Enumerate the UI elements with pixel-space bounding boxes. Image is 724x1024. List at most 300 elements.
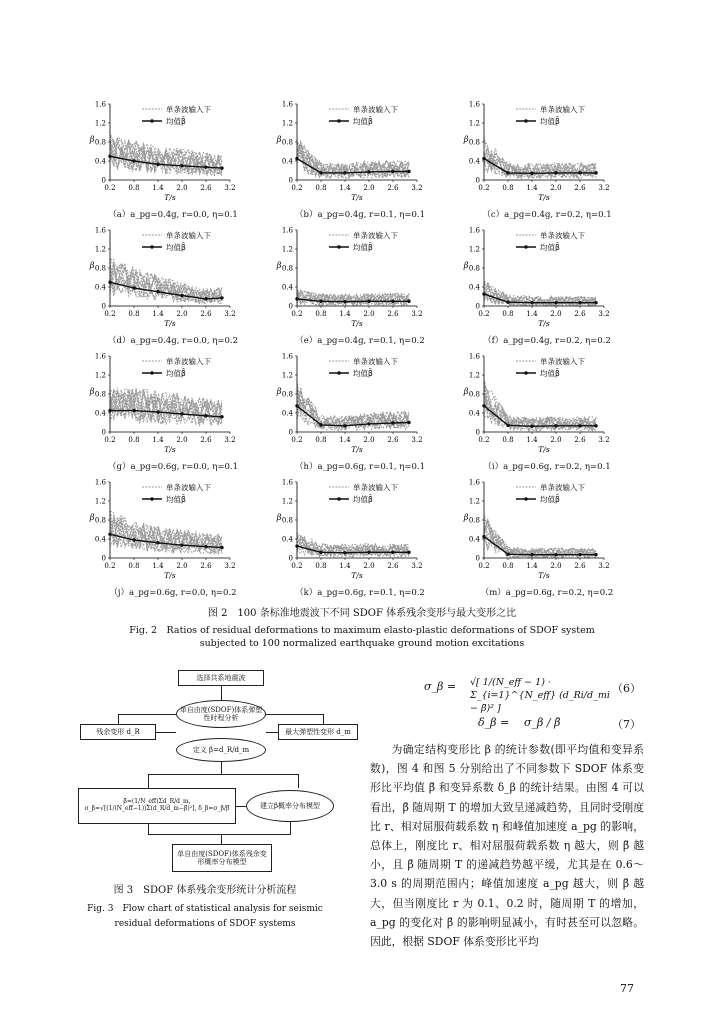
mean-point	[554, 553, 557, 556]
legend-single-label: 单条波输入下	[166, 231, 211, 240]
y-tick-label: 0.4	[94, 283, 106, 292]
x-tick-label: 1.4	[339, 562, 351, 570]
mean-point	[343, 300, 346, 303]
mean-point	[180, 412, 183, 415]
mean-point	[220, 296, 223, 299]
x-tick-label: 2.0	[550, 310, 562, 318]
x-tick-label: 2.6	[387, 184, 399, 192]
y-tick-label: 1.2	[468, 119, 480, 128]
x-tick-label: 0.8	[315, 310, 327, 318]
panel-caption: （d）a_pg=0.4g, r=0.0, η=0.2	[108, 336, 238, 346]
y-tick-label: 0	[288, 302, 293, 311]
mean-point	[578, 171, 581, 174]
panel-caption: （a）a_pg=0.4g, r=0.0, η=0.1	[108, 210, 238, 220]
panel-caption: （i）a_pg=0.6g, r=0.2, η=0.1	[483, 462, 611, 472]
x-tick-label: 1.4	[526, 310, 538, 318]
y-tick-label: 0.4	[468, 409, 480, 418]
mean-point	[132, 409, 135, 412]
mean-point	[156, 410, 159, 413]
legend-mean-label: 均值β̄	[166, 369, 186, 378]
y-tick-label: 0	[475, 302, 480, 311]
chart-svg-m	[454, 474, 640, 586]
y-tick-label: 0.8	[281, 264, 293, 273]
x-tick-label: 0.8	[315, 184, 327, 192]
legend-single-label: 单条波输入下	[353, 483, 398, 492]
x-tick-label: 1.4	[339, 436, 351, 444]
y-tick-label: 1.6	[468, 226, 480, 235]
y-tick-label: 0.4	[94, 409, 106, 418]
x-axis-label: T/s	[351, 445, 363, 454]
x-tick-label: 0.2	[104, 310, 116, 318]
legend-mean-label: 均值β̄	[166, 495, 186, 504]
x-tick-label: 2.6	[574, 562, 586, 570]
y-tick-label: 0	[288, 554, 293, 563]
panel-caption: （h）a_pg=0.6g, r=0.1, η=0.1	[295, 462, 425, 472]
y-tick-label: 1.6	[281, 226, 293, 235]
y-tick-label: 1.6	[468, 478, 480, 487]
flow-step-define-beta: 定义 β=d_R/d_m	[176, 738, 266, 762]
chart-panel-m	[454, 474, 640, 600]
x-tick-label: 1.4	[526, 562, 538, 570]
y-tick-label: 0.4	[281, 409, 293, 418]
y-tick-label: 1.6	[94, 226, 106, 235]
mean-point	[204, 414, 207, 417]
mean-point	[295, 157, 298, 160]
y-tick-label: 0	[101, 176, 106, 185]
chart-panel-j	[80, 474, 266, 600]
x-tick-label: 3.2	[224, 562, 236, 570]
x-tick-label: 2.6	[200, 562, 212, 570]
equation-6-rhs: √[ 1/(N_eff − 1) · Σ_{i=1}^{N_eff} (d_Ri/d_mi − β̄)² ]	[470, 677, 610, 714]
y-tick-label: 1.2	[94, 245, 106, 254]
mean-point	[108, 409, 111, 412]
x-tick-label: 2.6	[387, 436, 399, 444]
flow-step-final-model: 单自由度(SDOF)体系残余变形概率分布模型	[172, 844, 272, 872]
mean-point	[367, 422, 370, 425]
y-axis-label: β	[463, 261, 469, 270]
x-tick-label: 2.0	[550, 436, 562, 444]
y-tick-label: 0.4	[94, 535, 106, 544]
mean-point	[391, 170, 394, 173]
y-tick-label: 0.8	[94, 390, 106, 399]
x-axis-label: T/s	[164, 319, 176, 328]
flow-arrow	[221, 834, 222, 844]
x-tick-label: 2.6	[200, 436, 212, 444]
mean-point	[180, 164, 183, 167]
mean-point	[204, 297, 207, 300]
x-tick-label: 2.6	[200, 310, 212, 318]
chart-svg-f	[454, 222, 640, 334]
y-axis-label: β	[463, 387, 469, 396]
mean-point	[319, 300, 322, 303]
flow-arrow	[118, 714, 119, 724]
mean-point	[530, 553, 533, 556]
y-tick-label: 1.6	[468, 352, 480, 361]
x-tick-label: 2.6	[574, 184, 586, 192]
chart-svg-g	[80, 348, 266, 460]
mean-point	[319, 551, 322, 554]
mean-point	[220, 546, 223, 549]
x-tick-label: 0.2	[104, 436, 116, 444]
mean-point	[554, 171, 557, 174]
chart-svg-e	[267, 222, 453, 334]
legend-mean-marker	[150, 497, 153, 500]
legend-mean-label: 均值β̄	[540, 495, 560, 504]
x-tick-label: 2.0	[176, 310, 188, 318]
x-tick-label: 0.2	[104, 184, 116, 192]
chart-svg-a	[80, 96, 266, 208]
legend-mean-label: 均值β̄	[166, 243, 186, 252]
mean-point	[108, 155, 111, 158]
legend-mean-marker	[337, 119, 340, 122]
mean-point	[506, 301, 509, 304]
x-tick-label: 2.0	[176, 562, 188, 570]
mean-point	[482, 404, 485, 407]
mean-point	[180, 294, 183, 297]
mean-point	[156, 163, 159, 166]
x-tick-label: 1.4	[152, 184, 164, 192]
x-tick-label: 0.2	[478, 310, 490, 318]
mean-point	[367, 300, 370, 303]
flow-arrow	[236, 806, 246, 807]
x-tick-label: 1.4	[152, 562, 164, 570]
x-axis-label: T/s	[538, 571, 550, 580]
y-axis-label: β	[89, 387, 95, 396]
mean-point	[594, 171, 597, 174]
legend-mean-marker	[524, 371, 527, 374]
mean-point	[319, 171, 322, 174]
panel-caption: （f）a_pg=0.4g, r=0.2, η=0.2	[483, 336, 611, 346]
mean-point	[367, 170, 370, 173]
x-axis-label: T/s	[538, 445, 550, 454]
y-tick-label: 1.2	[281, 371, 293, 380]
mean-point	[108, 281, 111, 284]
y-tick-label: 0	[101, 302, 106, 311]
y-tick-label: 1.2	[94, 371, 106, 380]
legend-mean-marker	[337, 497, 340, 500]
x-axis-label: T/s	[538, 319, 550, 328]
x-tick-label: 3.2	[598, 184, 610, 192]
x-tick-label: 2.0	[176, 184, 188, 192]
x-tick-label: 1.4	[526, 184, 538, 192]
y-axis-label: β	[276, 513, 282, 522]
legend-mean-label: 均值β̄	[353, 243, 373, 252]
legend-mean-label: 均值β̄	[540, 243, 560, 252]
mean-point	[506, 553, 509, 556]
mean-point	[132, 159, 135, 162]
flow-step-residual: 残余变形 d_R	[80, 724, 156, 740]
flow-arrow	[221, 762, 222, 774]
mean-point	[367, 551, 370, 554]
x-tick-label: 2.0	[550, 184, 562, 192]
flowchart	[78, 668, 351, 878]
legend-single-label: 单条波输入下	[540, 231, 585, 240]
panel-caption: （j）a_pg=0.6g, r=0.0, η=0.2	[109, 588, 237, 598]
chart-panel-c	[454, 96, 640, 222]
x-tick-label: 2.6	[387, 562, 399, 570]
body-paragraph: 为确定结构变形比 β 的统计参数(即平均值和变异系数)，图 4 和图 5 分别给出了不同参数下 SDOF 体系变形比平均值 β̄ 和变异系数 δ_β 的统计结果。由图 4 可以看出，β̄ 随周期 T 的增加大致呈递减趋势，且同时受刚度比 r、相对屈服荷载系数 η 和峰值加速度 a_pg 的影响，总体上，刚度比 r、相对屈服荷载系数 η 越大，则 β̄ 越小，且 β̄ 随周期 T 的递减趋势越平缓，尤其是在 0.6～3.0 s 的周期范围内；峰值加速度 a_pg 越大，则 β̄ 越大，但当刚度比 r 为 0.1、0.2 时，随周期 T 的增加，a_pg 的变化对 β̄ 的影响明显减小，有时甚至可以忽略。因此，根据 SDOF 体系变形比平均	[370, 743, 644, 949]
y-tick-label: 1.6	[94, 478, 106, 487]
legend-mean-label: 均值β̄	[353, 117, 373, 126]
y-tick-label: 0.8	[94, 138, 106, 147]
x-tick-label: 0.2	[478, 562, 490, 570]
chart-panel-e	[267, 222, 453, 348]
chart-svg-c	[454, 96, 640, 208]
y-tick-label: 0.4	[281, 283, 293, 292]
x-tick-label: 0.8	[502, 184, 514, 192]
x-tick-label: 1.4	[339, 184, 351, 192]
y-tick-label: 0	[475, 428, 480, 437]
mean-point	[554, 301, 557, 304]
y-axis-label: β	[276, 135, 282, 144]
mean-point	[506, 424, 509, 427]
figure-3-caption-cn: 图 3 SDOF 体系残余变形统计分析流程	[113, 885, 297, 896]
chart-panel-h	[267, 348, 453, 474]
chart-panel-f	[454, 222, 640, 348]
mean-point	[156, 541, 159, 544]
x-tick-label: 0.8	[502, 436, 514, 444]
x-axis-label: T/s	[538, 193, 550, 202]
mean-point	[220, 415, 223, 418]
equation-7-lhs: δ_β =	[478, 716, 510, 729]
legend-single-label: 单条波输入下	[540, 357, 585, 366]
flow-arrow	[221, 686, 222, 700]
y-tick-label: 1.2	[281, 245, 293, 254]
legend-mean-marker	[150, 119, 153, 122]
x-tick-label: 0.2	[291, 436, 303, 444]
mean-point	[204, 165, 207, 168]
y-tick-label: 0	[475, 176, 480, 185]
x-tick-label: 0.2	[291, 184, 303, 192]
equation-6-lhs: σ_β =	[424, 680, 457, 693]
y-tick-label: 0	[475, 554, 480, 563]
y-tick-label: 0	[288, 428, 293, 437]
x-tick-label: 2.0	[550, 562, 562, 570]
flow-step-max-deformation: 最大弹塑性变形 d_m	[278, 724, 358, 740]
panel-caption: （k）a_pg=0.6g, r=0.1, η=0.2	[295, 588, 425, 598]
x-tick-label: 0.8	[128, 562, 140, 570]
y-axis-label: β	[276, 387, 282, 396]
y-tick-label: 1.6	[468, 100, 480, 109]
x-tick-label: 0.2	[478, 436, 490, 444]
mean-point	[407, 170, 410, 173]
x-axis-label: T/s	[164, 445, 176, 454]
legend-mean-marker	[150, 371, 153, 374]
y-axis-label: β	[89, 261, 95, 270]
panel-caption: （e）a_pg=0.4g, r=0.1, η=0.2	[295, 336, 425, 346]
chart-svg-h	[267, 348, 453, 460]
figure-2-caption-en-1: Fig. 2 Ratios of residual deformations to maximum elasto-plastic deformations of SDOF system	[129, 625, 595, 636]
legend-mean-marker	[337, 371, 340, 374]
panel-caption: （b）a_pg=0.4g, r=0.1, η=0.1	[295, 210, 425, 220]
x-axis-label: T/s	[351, 571, 363, 580]
y-tick-label: 0.8	[468, 516, 480, 525]
mean-point	[578, 553, 581, 556]
legend-single-label: 单条波输入下	[353, 105, 398, 114]
mean-point	[295, 297, 298, 300]
page-number: 77	[620, 982, 634, 995]
legend-single-label: 单条波输入下	[166, 483, 211, 492]
y-tick-label: 1.2	[468, 497, 480, 506]
x-tick-label: 0.2	[478, 184, 490, 192]
mean-point	[530, 301, 533, 304]
x-tick-label: 1.4	[526, 436, 538, 444]
y-tick-label: 0.4	[281, 157, 293, 166]
y-tick-label: 0.4	[468, 535, 480, 544]
x-tick-label: 0.2	[291, 562, 303, 570]
x-tick-label: 3.2	[411, 184, 423, 192]
flow-arrow	[148, 774, 149, 788]
flow-arrow	[266, 732, 278, 733]
x-tick-label: 0.2	[291, 310, 303, 318]
y-tick-label: 1.2	[281, 119, 293, 128]
x-tick-label: 0.8	[128, 436, 140, 444]
x-tick-label: 0.8	[502, 310, 514, 318]
equation-6-number: （6）	[612, 682, 641, 695]
x-tick-label: 3.2	[411, 310, 423, 318]
y-tick-label: 0.8	[468, 390, 480, 399]
flow-step-probability-model: 建立β概率分布模型	[246, 790, 334, 822]
mean-point	[482, 535, 485, 538]
panel-caption: （c）a_pg=0.4g, r=0.2, η=0.1	[482, 210, 612, 220]
x-tick-label: 3.2	[598, 436, 610, 444]
flow-arrow	[148, 774, 298, 775]
mean-point	[295, 404, 298, 407]
mean-point	[407, 551, 410, 554]
y-tick-label: 0	[288, 176, 293, 185]
x-axis-label: T/s	[351, 193, 363, 202]
y-tick-label: 0.8	[94, 516, 106, 525]
mean-point	[482, 292, 485, 295]
mean-point	[343, 551, 346, 554]
chart-panel-i	[454, 348, 640, 474]
chart-svg-b	[267, 96, 453, 208]
y-tick-label: 0.8	[468, 264, 480, 273]
legend-mean-marker	[524, 497, 527, 500]
x-axis-label: T/s	[164, 571, 176, 580]
y-tick-label: 0.8	[468, 138, 480, 147]
mean-point	[343, 171, 346, 174]
flow-arrow	[118, 714, 176, 715]
x-axis-label: T/s	[164, 193, 176, 202]
figure-2-caption-cn: 图 2 100 条标准地震波下不同 SDOF 体系残余变形与最大变形之比	[207, 608, 517, 619]
y-tick-label: 1.6	[281, 352, 293, 361]
mean-point	[220, 166, 223, 169]
y-tick-label: 1.2	[281, 497, 293, 506]
panel-caption: （m）a_pg=0.6g, r=0.2, η=0.2	[480, 588, 614, 598]
mean-point	[594, 301, 597, 304]
x-tick-label: 2.0	[363, 310, 375, 318]
y-tick-label: 1.6	[281, 100, 293, 109]
x-tick-label: 2.6	[387, 310, 399, 318]
mean-point	[407, 300, 410, 303]
legend-mean-marker	[150, 245, 153, 248]
chart-svg-d	[80, 222, 266, 334]
x-tick-label: 0.2	[104, 562, 116, 570]
y-tick-label: 0.8	[94, 264, 106, 273]
x-axis-label: T/s	[351, 319, 363, 328]
mean-point	[594, 424, 597, 427]
legend-mean-marker	[524, 245, 527, 248]
x-tick-label: 0.8	[315, 562, 327, 570]
x-tick-label: 0.8	[315, 436, 327, 444]
legend-mean-label: 均值β̄	[166, 117, 186, 126]
x-tick-label: 2.6	[574, 436, 586, 444]
y-tick-label: 1.2	[468, 371, 480, 380]
legend-single-label: 单条波输入下	[540, 483, 585, 492]
mean-point	[594, 553, 597, 556]
chart-panel-d	[80, 222, 266, 348]
y-axis-label: β	[89, 513, 95, 522]
y-tick-label: 1.2	[94, 497, 106, 506]
x-tick-label: 1.4	[152, 436, 164, 444]
x-tick-label: 2.0	[363, 562, 375, 570]
chart-panel-k	[267, 474, 453, 600]
x-tick-label: 1.4	[339, 310, 351, 318]
flow-arrow	[156, 732, 176, 733]
x-tick-label: 1.4	[152, 310, 164, 318]
flow-step-statistics-formula: β̄=(1/N_eff)Σd_R/d_m, σ_β=√[(1/(N_eff−1))Σ(d_R/d_m−β̄)²], δ_β=σ_β/β̄	[78, 788, 236, 824]
chart-panel-a	[80, 96, 266, 222]
mean-point	[180, 543, 183, 546]
x-tick-label: 3.2	[224, 184, 236, 192]
x-tick-label: 3.2	[598, 310, 610, 318]
flow-step-select-waves: 选择共系地震波	[178, 670, 264, 686]
legend-single-label: 单条波输入下	[353, 231, 398, 240]
x-tick-label: 0.8	[502, 562, 514, 570]
flow-arrow	[148, 824, 149, 834]
x-tick-label: 2.0	[363, 436, 375, 444]
mean-point	[295, 544, 298, 547]
y-tick-label: 0	[101, 554, 106, 563]
mean-point	[391, 551, 394, 554]
mean-point	[108, 533, 111, 536]
y-tick-label: 0.4	[281, 535, 293, 544]
chart-svg-i	[454, 348, 640, 460]
legend-single-label: 单条波输入下	[353, 357, 398, 366]
y-axis-label: β	[463, 135, 469, 144]
legend-mean-marker	[524, 119, 527, 122]
x-tick-label: 3.2	[411, 436, 423, 444]
mean-point	[391, 421, 394, 424]
figure-2-caption-en-2: subjected to 100 normalized earthquake ground motion excitations	[199, 638, 525, 649]
y-tick-label: 0.8	[281, 390, 293, 399]
y-tick-label: 1.6	[94, 352, 106, 361]
legend-single-label: 单条波输入下	[166, 105, 211, 114]
mean-point	[132, 286, 135, 289]
y-tick-label: 0	[101, 428, 106, 437]
y-axis-label: β	[276, 261, 282, 270]
y-tick-label: 0.4	[94, 157, 106, 166]
x-tick-label: 3.2	[411, 562, 423, 570]
legend-single-label: 单条波输入下	[540, 105, 585, 114]
mean-point	[578, 424, 581, 427]
flow-arrow	[266, 714, 324, 715]
flow-step-time-history: 单自由度(SDOF)体系弹塑性时程分析	[176, 700, 266, 728]
x-tick-label: 2.6	[574, 310, 586, 318]
x-tick-label: 0.8	[128, 184, 140, 192]
flow-arrow	[323, 714, 324, 724]
y-tick-label: 1.2	[468, 245, 480, 254]
y-tick-label: 0.4	[468, 283, 480, 292]
flow-arrow	[290, 822, 291, 834]
mean-point	[343, 424, 346, 427]
y-axis-label: β	[89, 135, 95, 144]
x-tick-label: 0.8	[128, 310, 140, 318]
legend-single-label: 单条波输入下	[166, 357, 211, 366]
flow-arrow	[298, 774, 299, 788]
x-tick-label: 3.2	[224, 436, 236, 444]
